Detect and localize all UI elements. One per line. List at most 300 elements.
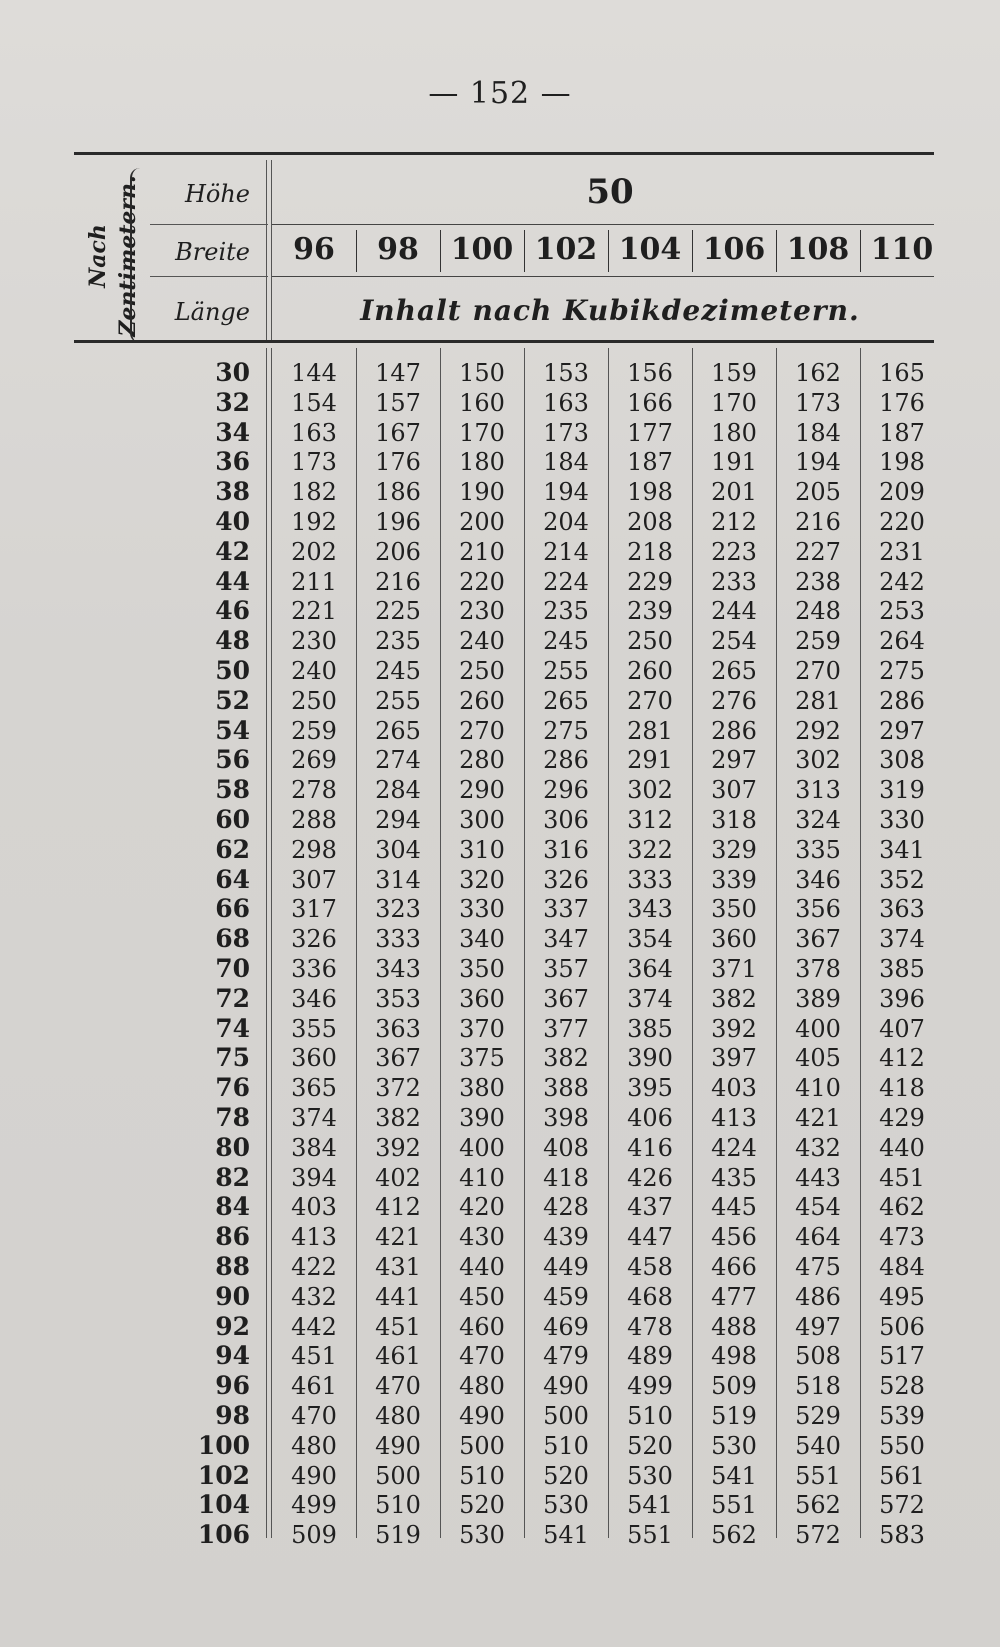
volume-cell: 353: [375, 984, 421, 1013]
volume-cell: 466: [711, 1253, 757, 1281]
volume-cell: 173: [795, 388, 841, 417]
volume-cell: 275: [543, 716, 589, 745]
volume-cell: 519: [711, 1402, 757, 1430]
volume-cell: 186: [375, 478, 421, 507]
volume-cell: 500: [375, 1461, 421, 1490]
volume-cell: 176: [879, 388, 925, 417]
volume-cell: 173: [543, 418, 589, 447]
volume-cell: 294: [375, 806, 421, 834]
volume-cell: 363: [879, 895, 925, 924]
volume-cell: 500: [459, 1431, 505, 1460]
table-row: [0, 1073, 1000, 1103]
volume-cell: 162: [795, 359, 841, 387]
volume-cell: 462: [879, 1193, 925, 1222]
volume-cell: 227: [795, 537, 841, 566]
volume-cell: 220: [879, 508, 925, 536]
volume-cell: 265: [543, 686, 589, 715]
hoehe-label: Höhe: [184, 180, 250, 208]
laenge-value: 100: [197, 1430, 250, 1460]
laenge-value: 76: [215, 1073, 250, 1103]
volume-cell: 572: [879, 1491, 925, 1520]
volume-cell: 355: [291, 1014, 337, 1043]
volume-cell: 440: [459, 1253, 505, 1281]
volume-cell: 397: [711, 1044, 757, 1073]
volume-cell: 562: [795, 1491, 841, 1520]
volume-cell: 194: [543, 478, 589, 507]
volume-cell: 489: [627, 1342, 673, 1371]
volume-cell: 517: [879, 1342, 925, 1371]
volume-cell: 508: [795, 1342, 841, 1371]
label-rule-1: [150, 224, 268, 225]
volume-cell: 310: [459, 835, 505, 864]
table-row: [0, 1371, 1000, 1401]
table-row: [0, 447, 1000, 477]
laenge-value: 106: [197, 1520, 250, 1550]
table-row: [0, 388, 1000, 418]
volume-cell: 460: [459, 1312, 505, 1341]
volume-cell: 412: [879, 1044, 925, 1073]
volume-cell: 528: [879, 1372, 925, 1401]
volume-cell: 317: [291, 895, 337, 924]
volume-cell: 384: [291, 1133, 337, 1162]
volume-cell: 320: [459, 865, 505, 894]
volume-cell: 250: [291, 686, 337, 715]
table-row: [0, 1043, 1000, 1073]
volume-cell: 572: [795, 1521, 841, 1550]
volume-cell: 242: [879, 567, 925, 596]
table-row: [0, 1490, 1000, 1520]
table-row: [0, 835, 1000, 865]
volume-cell: 405: [795, 1044, 841, 1073]
volume-cell: 297: [711, 746, 757, 775]
laenge-value: 80: [215, 1132, 250, 1162]
breite-value: 102: [534, 232, 598, 267]
volume-cell: 385: [879, 955, 925, 983]
volume-cell: 187: [879, 418, 925, 447]
table-row: [0, 984, 1000, 1014]
volume-cell: 363: [375, 1014, 421, 1043]
volume-cell: 378: [795, 955, 841, 983]
volume-cell: 357: [543, 955, 589, 983]
volume-cell: 490: [375, 1431, 421, 1460]
table-row: [0, 1401, 1000, 1431]
volume-cell: 449: [543, 1253, 589, 1281]
breite-value: 98: [377, 232, 419, 267]
laenge-value: 32: [215, 387, 250, 417]
volume-cell: 202: [291, 537, 337, 566]
table-row: [0, 1520, 1000, 1550]
volume-cell: 329: [711, 835, 757, 864]
volume-cell: 459: [543, 1282, 589, 1311]
breite-label: Breite: [175, 238, 250, 266]
header-double-rule-a: [266, 160, 267, 342]
volume-cell: 156: [627, 359, 673, 387]
laenge-value: 54: [215, 715, 250, 745]
volume-cell: 343: [627, 895, 673, 924]
volume-cell: 480: [375, 1402, 421, 1430]
volume-cell: 184: [543, 448, 589, 477]
volume-cell: 281: [795, 686, 841, 715]
breite-value: 106: [702, 232, 766, 267]
laenge-value: 66: [215, 894, 250, 924]
inhalt-title: Inhalt nach Kubikdezimetern.: [360, 294, 860, 327]
volume-cell: 374: [879, 925, 925, 954]
volume-cell: 413: [291, 1223, 337, 1252]
volume-cell: 519: [375, 1521, 421, 1550]
volume-cell: 216: [375, 567, 421, 596]
volume-cell: 265: [375, 716, 421, 745]
table-row: [0, 1282, 1000, 1312]
volume-cell: 286: [879, 686, 925, 715]
volume-cell: 432: [291, 1282, 337, 1311]
volume-cell: 170: [459, 418, 505, 447]
volume-cell: 296: [543, 776, 589, 805]
volume-cell: 177: [627, 418, 673, 447]
volume-cell: 339: [711, 865, 757, 894]
volume-cell: 431: [375, 1253, 421, 1281]
volume-cell: 196: [375, 508, 421, 536]
volume-cell: 240: [291, 657, 337, 685]
breite-bottom-rule: [272, 276, 934, 277]
table-row: [0, 418, 1000, 448]
laenge-value: 74: [215, 1013, 250, 1043]
page-number: — 152 —: [428, 76, 572, 111]
volume-cell: 350: [459, 955, 505, 983]
volume-cell: 394: [291, 1163, 337, 1192]
laenge-value: 70: [215, 954, 250, 983]
volume-cell: 270: [459, 716, 505, 745]
volume-cell: 461: [291, 1372, 337, 1401]
volume-cell: 216: [795, 508, 841, 536]
volume-cell: 276: [711, 686, 757, 715]
laenge-value: 48: [215, 626, 250, 656]
volume-cell: 374: [291, 1104, 337, 1132]
volume-cell: 269: [291, 746, 337, 775]
volume-cell: 440: [879, 1133, 925, 1162]
volume-cell: 270: [795, 657, 841, 685]
volume-cell: 473: [879, 1223, 925, 1252]
volume-cell: 198: [879, 448, 925, 477]
volume-cell: 144: [291, 359, 337, 387]
volume-cell: 350: [711, 895, 757, 924]
volume-cell: 255: [375, 686, 421, 715]
volume-cell: 275: [879, 657, 925, 685]
volume-cell: 352: [879, 865, 925, 894]
table-row: [0, 924, 1000, 954]
volume-cell: 356: [795, 895, 841, 924]
volume-cell: 160: [459, 388, 505, 417]
volume-cell: 333: [375, 925, 421, 954]
volume-cell: 264: [879, 627, 925, 656]
laenge-value: 88: [215, 1252, 250, 1281]
volume-cell: 477: [711, 1282, 757, 1311]
volume-cell: 302: [627, 776, 673, 805]
volume-cell: 539: [879, 1402, 925, 1430]
volume-cell: 445: [711, 1193, 757, 1222]
volume-cell: 392: [711, 1014, 757, 1043]
laenge-value: 46: [215, 596, 250, 626]
volume-cell: 510: [375, 1491, 421, 1520]
volume-cell: 520: [543, 1461, 589, 1490]
volume-cell: 360: [291, 1044, 337, 1073]
volume-cell: 316: [543, 835, 589, 864]
laenge-value: 104: [197, 1490, 250, 1520]
volume-cell: 318: [711, 806, 757, 834]
volume-cell: 413: [711, 1104, 757, 1132]
volume-cell: 280: [459, 746, 505, 775]
breite-value: 108: [786, 232, 850, 267]
laenge-value: 68: [215, 924, 250, 954]
volume-cell: 298: [291, 835, 337, 864]
volume-cell: 551: [627, 1521, 673, 1550]
volume-cell: 163: [291, 418, 337, 447]
volume-cell: 400: [795, 1014, 841, 1043]
laenge-value: 44: [215, 566, 250, 596]
volume-cell: 395: [627, 1074, 673, 1103]
laenge-value: 90: [215, 1281, 250, 1311]
volume-cell: 224: [543, 567, 589, 596]
volume-cell: 407: [879, 1014, 925, 1043]
volume-cell: 340: [459, 925, 505, 954]
volume-cell: 424: [711, 1133, 757, 1162]
volume-cell: 218: [627, 537, 673, 566]
volume-cell: 307: [291, 865, 337, 894]
volume-cell: 204: [543, 508, 589, 536]
volume-cell: 370: [459, 1014, 505, 1043]
laenge-value: 75: [215, 1043, 250, 1073]
volume-cell: 410: [459, 1163, 505, 1192]
laenge-value: 102: [197, 1460, 250, 1490]
volume-cell: 398: [543, 1104, 589, 1132]
volume-cell: 518: [795, 1372, 841, 1401]
volume-cell: 233: [711, 567, 757, 596]
volume-cell: 245: [543, 627, 589, 656]
volume-cell: 403: [291, 1193, 337, 1222]
volume-cell: 450: [459, 1282, 505, 1311]
breite-value: 104: [618, 232, 682, 267]
volume-cell: 374: [627, 984, 673, 1013]
volume-cell: 375: [459, 1044, 505, 1073]
volume-cell: 159: [711, 359, 757, 387]
laenge-value: 78: [215, 1103, 250, 1132]
volume-cell: 308: [879, 746, 925, 775]
volume-cell: 540: [795, 1431, 841, 1460]
volume-cell: 382: [543, 1044, 589, 1073]
volume-cell: 205: [795, 478, 841, 507]
volume-cell: 408: [543, 1133, 589, 1162]
volume-cell: 184: [795, 418, 841, 447]
header-bottom-rule: [74, 340, 934, 343]
volume-cell: 313: [795, 776, 841, 805]
volume-cell: 478: [627, 1312, 673, 1341]
volume-cell: 326: [291, 925, 337, 954]
table-row: [0, 1014, 1000, 1044]
volume-cell: 220: [459, 567, 505, 596]
breite-value: 100: [450, 232, 514, 267]
volume-cell: 389: [795, 984, 841, 1013]
volume-cell: 187: [627, 448, 673, 477]
volume-cell: 198: [627, 478, 673, 507]
volume-cell: 253: [879, 597, 925, 626]
volume-cell: 551: [795, 1461, 841, 1490]
laenge-value: 30: [215, 358, 250, 387]
laenge-value: 72: [215, 983, 250, 1013]
laenge-value: 62: [215, 834, 250, 864]
volume-cell: 290: [459, 776, 505, 805]
volume-cell: 510: [459, 1461, 505, 1490]
volume-cell: 530: [711, 1431, 757, 1460]
volume-cell: 486: [795, 1282, 841, 1311]
volume-cell: 421: [795, 1104, 841, 1132]
laenge-value: 84: [215, 1192, 250, 1222]
volume-cell: 420: [459, 1193, 505, 1222]
volume-cell: 322: [627, 835, 673, 864]
volume-cell: 235: [375, 627, 421, 656]
volume-cell: 367: [543, 984, 589, 1013]
table-row: [0, 656, 1000, 686]
volume-cell: 250: [627, 627, 673, 656]
volume-cell: 510: [543, 1431, 589, 1460]
volume-cell: 319: [879, 776, 925, 805]
volume-cell: 300: [459, 806, 505, 834]
volume-cell: 551: [711, 1491, 757, 1520]
volume-cell: 360: [711, 925, 757, 954]
volume-cell: 402: [375, 1163, 421, 1192]
volume-cell: 157: [375, 388, 421, 417]
volume-cell: 470: [375, 1372, 421, 1401]
laenge-value: 60: [215, 805, 250, 834]
volume-cell: 230: [291, 627, 337, 656]
volume-cell: 200: [459, 508, 505, 536]
laenge-value: 58: [215, 775, 250, 805]
volume-cell: 281: [627, 716, 673, 745]
volume-cell: 499: [291, 1491, 337, 1520]
volume-cell: 330: [879, 806, 925, 834]
table-row: [0, 507, 1000, 537]
volume-cell: 307: [711, 776, 757, 805]
laenge-value: 92: [215, 1311, 250, 1341]
laenge-value: 42: [215, 536, 250, 566]
laenge-value: 50: [215, 656, 250, 685]
volume-cell: 382: [375, 1104, 421, 1132]
volume-cell: 150: [459, 359, 505, 387]
laenge-value: 64: [215, 864, 250, 894]
volume-cell: 302: [795, 746, 841, 775]
volume-cell: 335: [795, 835, 841, 864]
table-row: [0, 537, 1000, 567]
hoehe-value: 50: [586, 172, 634, 212]
volume-cell: 337: [543, 895, 589, 924]
volume-cell: 278: [291, 776, 337, 805]
table-row: [0, 686, 1000, 716]
volume-cell: 509: [711, 1372, 757, 1401]
caption-brace: [130, 168, 146, 343]
volume-cell: 451: [291, 1342, 337, 1371]
volume-cell: 530: [459, 1521, 505, 1550]
volume-cell: 182: [291, 478, 337, 507]
volume-cell: 270: [627, 686, 673, 715]
volume-cell: 190: [459, 478, 505, 507]
volume-cell: 468: [627, 1282, 673, 1311]
volume-cell: 380: [459, 1074, 505, 1103]
volume-cell: 284: [375, 776, 421, 805]
volume-cell: 464: [795, 1223, 841, 1252]
volume-cell: 291: [627, 746, 673, 775]
volume-cell: 441: [375, 1282, 421, 1311]
volume-cell: 426: [627, 1163, 673, 1192]
volume-cell: 343: [375, 955, 421, 983]
breite-row: [272, 224, 944, 276]
table-row: [0, 716, 1000, 746]
table-row: [0, 745, 1000, 775]
volume-cell: 333: [627, 865, 673, 894]
volume-cell: 447: [627, 1223, 673, 1252]
laenge-value: 98: [215, 1401, 250, 1430]
laenge-value: 52: [215, 685, 250, 715]
volume-cell: 231: [879, 537, 925, 566]
volume-cell: 541: [543, 1521, 589, 1550]
volume-cell: 418: [543, 1163, 589, 1192]
table-row: [0, 775, 1000, 805]
volume-cell: 210: [459, 537, 505, 566]
volume-cell: 435: [711, 1163, 757, 1192]
volume-cell: 480: [291, 1431, 337, 1460]
table-row: [0, 954, 1000, 984]
volume-cell: 372: [375, 1074, 421, 1103]
table-row: [0, 1163, 1000, 1193]
volume-cell: 167: [375, 418, 421, 447]
volume-cell: 451: [879, 1163, 925, 1192]
volume-cell: 265: [711, 657, 757, 685]
volume-cell: 499: [627, 1372, 673, 1401]
breite-value: 96: [293, 232, 335, 267]
volume-cell: 163: [543, 388, 589, 417]
volume-cell: 346: [795, 865, 841, 894]
volume-cell: 191: [711, 448, 757, 477]
volume-cell: 480: [459, 1372, 505, 1401]
volume-cell: 304: [375, 835, 421, 864]
volume-cell: 254: [711, 627, 757, 656]
volume-cell: 490: [459, 1402, 505, 1430]
volume-cell: 153: [543, 359, 589, 387]
volume-cell: 442: [291, 1312, 337, 1341]
volume-cell: 396: [879, 984, 925, 1013]
volume-cell: 201: [711, 478, 757, 507]
volume-cell: 206: [375, 537, 421, 566]
volume-cell: 443: [795, 1163, 841, 1192]
volume-cell: 541: [711, 1461, 757, 1490]
volume-cell: 250: [459, 657, 505, 685]
volume-cell: 180: [711, 418, 757, 447]
volume-cell: 488: [711, 1312, 757, 1341]
volume-cell: 288: [291, 806, 337, 834]
table-row: [0, 626, 1000, 656]
volume-cell: 240: [459, 627, 505, 656]
volume-cell: 147: [375, 359, 421, 387]
volume-cell: 410: [795, 1074, 841, 1103]
volume-cell: 360: [459, 984, 505, 1013]
volume-cell: 418: [879, 1074, 925, 1103]
volume-cell: 154: [291, 388, 337, 417]
volume-cell: 385: [627, 1014, 673, 1043]
volume-cell: 347: [543, 925, 589, 954]
volume-cell: 400: [459, 1133, 505, 1162]
laenge-value: 40: [215, 507, 250, 536]
volume-cell: 506: [879, 1312, 925, 1341]
volume-cell: 498: [711, 1342, 757, 1371]
volume-cell: 346: [291, 984, 337, 1013]
volume-cell: 274: [375, 746, 421, 775]
